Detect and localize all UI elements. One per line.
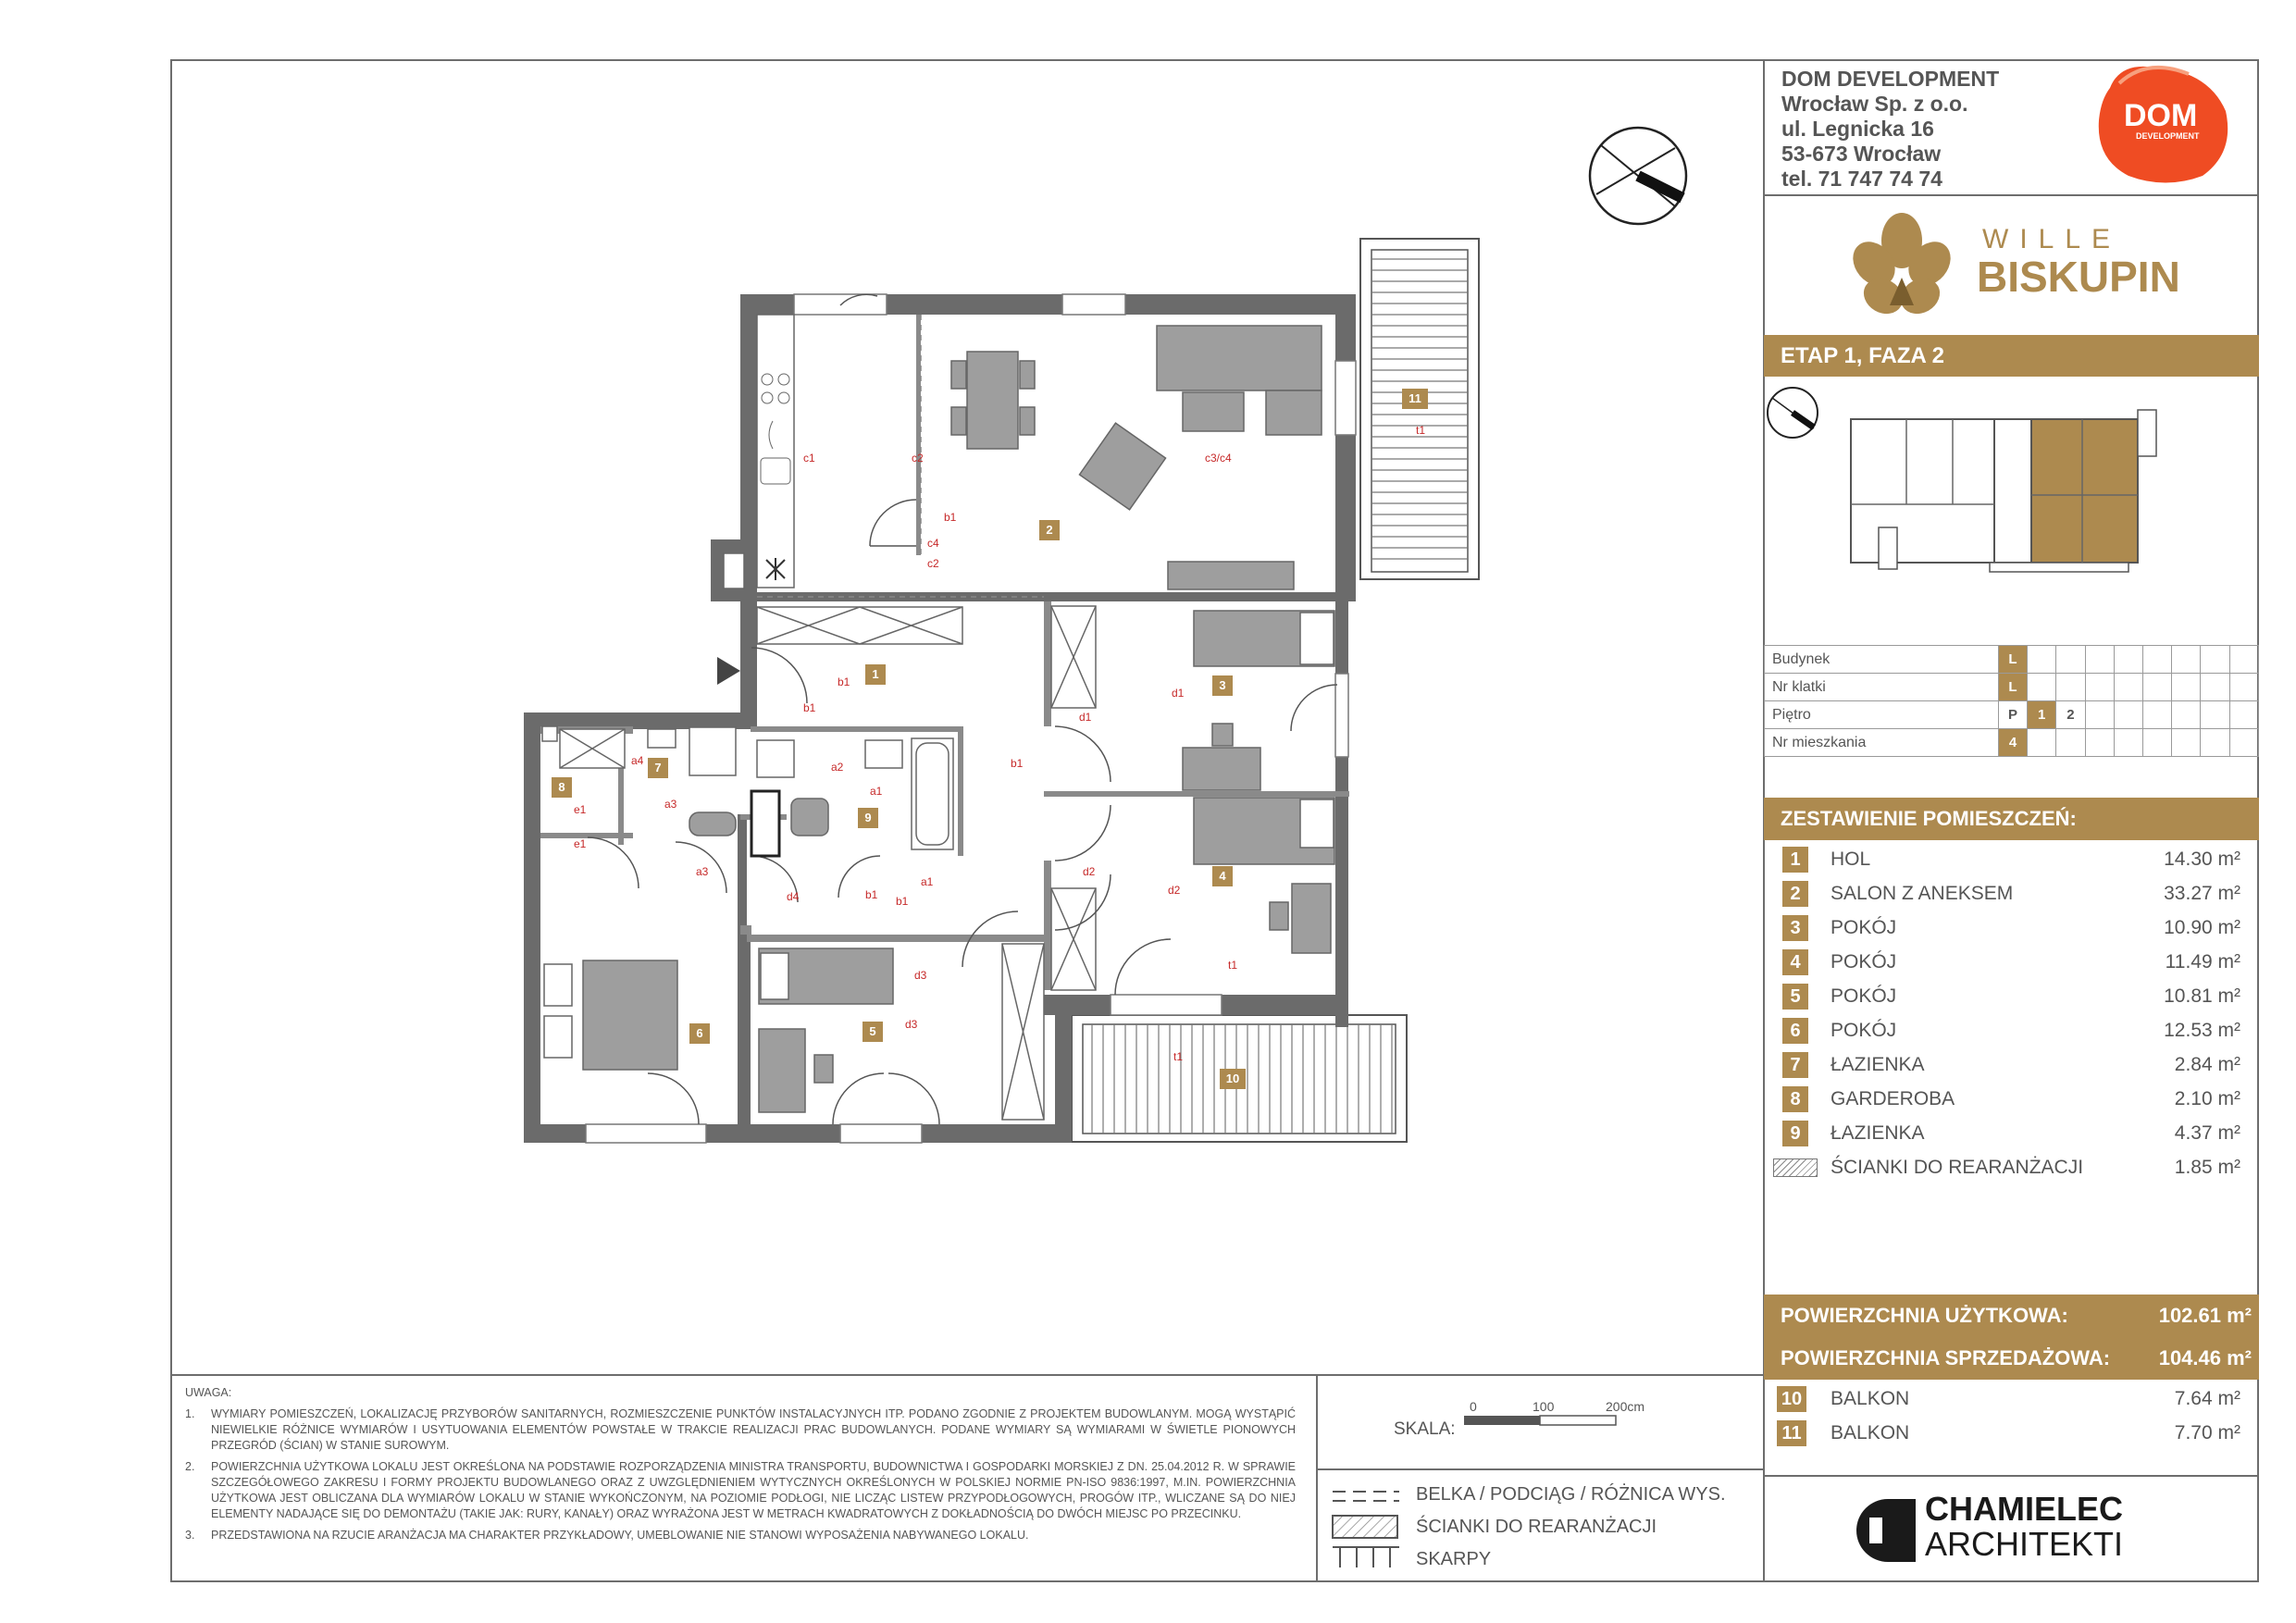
room-name: POKÓJ <box>1831 917 1897 938</box>
list-item <box>1764 1382 2259 1417</box>
list-item <box>1764 1083 2259 1117</box>
room-number: 4 <box>1782 949 1808 975</box>
room-area: 7.64 m² <box>2174 1388 2240 1409</box>
info-label: Budynek <box>1765 646 1999 674</box>
info-value: L <box>1998 674 2027 701</box>
total-usable-label: POWIERZCHNIA UŻYTKOWA: <box>1781 1304 2068 1327</box>
room-area: 33.27 m² <box>2164 883 2240 904</box>
room-name: POKÓJ <box>1831 985 1897 1007</box>
finish-code: a1 <box>921 875 934 888</box>
key-plan <box>1768 388 2156 572</box>
room-number: 3 <box>1782 915 1808 941</box>
finish-code: b1 <box>803 701 816 714</box>
room-label-6: 6 <box>689 1023 710 1044</box>
list-item <box>1764 911 2259 946</box>
room-label-7: 7 <box>648 758 668 778</box>
finish-code: b1 <box>1011 757 1024 770</box>
list-item <box>1764 980 2259 1014</box>
finish-code: c4 <box>927 537 939 550</box>
info-value: L <box>1998 646 2027 674</box>
room-label-2: 2 <box>1039 520 1060 540</box>
finish-code: d1 <box>1079 711 1092 724</box>
room-label-1: 1 <box>865 664 886 685</box>
list-item <box>1764 1417 2259 1451</box>
room-label-10: 10 <box>1220 1069 1246 1089</box>
legend-text: SKARPY <box>1416 1549 1492 1569</box>
room-label-5: 5 <box>863 1022 883 1042</box>
scale-tick-100: 100 <box>1533 1399 1555 1414</box>
note-item: 3. PRZEDSTAWIONA NA RZUCIE ARANŻACJA MA CHARAKTER PRZYKŁADOWY, UMEBLOWANIE NIE STANOWI WYPOSAŻENIA NABYWANEGO LOKALU. <box>185 1529 1029 1542</box>
room-list <box>1764 843 2259 1185</box>
room-name: ŁAZIENKA <box>1831 1054 1925 1075</box>
room-number: 10 <box>1777 1386 1806 1412</box>
list-item <box>1764 946 2259 980</box>
room-area: 12.53 m² <box>2164 1020 2240 1041</box>
logo-text-development: DEVELOPMENT <box>2136 131 2200 141</box>
info-value: 2 <box>2056 701 2085 729</box>
room-name: GARDEROBA <box>1831 1088 1955 1109</box>
company-address <box>1781 67 1999 192</box>
company-legal: Wrocław Sp. z o.o. <box>1781 92 1968 116</box>
room-area: 4.37 m² <box>2174 1122 2240 1144</box>
room-area: 10.90 m² <box>2164 917 2240 938</box>
notes <box>185 1385 1296 1549</box>
scale-tick-0: 0 <box>1470 1399 1477 1414</box>
scale-bar <box>1464 1416 1616 1425</box>
project-line1: WILLE <box>1982 224 2122 254</box>
room-number: 9 <box>1782 1121 1808 1146</box>
rooms-header: ZESTAWIENIE POMIESZCZEŃ: <box>1764 798 2259 840</box>
room-area: 11.49 m² <box>2165 951 2240 973</box>
balcony-11 <box>1360 239 1479 579</box>
info-label: Nr mieszkania <box>1765 729 1999 757</box>
company-name: DOM DEVELOPMENT <box>1781 67 2000 91</box>
room-name: SALON Z ANEKSEM <box>1831 883 2014 904</box>
total-usable-area <box>1764 1295 2259 1337</box>
finish-code: b1 <box>944 511 957 524</box>
finish-code: d1 <box>1172 687 1185 700</box>
room-label-9: 9 <box>858 808 878 828</box>
finish-code: d3 <box>905 1018 918 1031</box>
dashed-line-icon <box>1333 1492 1399 1501</box>
room-label-8: 8 <box>552 777 572 798</box>
finish-code: c1 <box>803 452 815 465</box>
total-sales-label: POWIERZCHNIA SPRZEDAŻOWA: <box>1781 1346 2111 1369</box>
finish-code: b1 <box>838 675 850 688</box>
skarpa-icon <box>1333 1547 1399 1567</box>
room-area: 14.30 m² <box>2164 849 2240 870</box>
total-usable-value: 102.61 m² <box>2158 1304 2252 1327</box>
finish-code: c2 <box>912 452 924 465</box>
legend-text: BELKA / PODCIĄG / RÓŻNICA WYS. <box>1416 1484 1726 1505</box>
finish-code: d3 <box>914 969 927 982</box>
finish-code: a3 <box>664 798 677 811</box>
architect-name <box>1925 1492 2123 1562</box>
info-label: Piętro <box>1765 701 1999 729</box>
scale-tick-200: 200cm <box>1606 1399 1645 1414</box>
room-number: 6 <box>1782 1018 1808 1044</box>
entrance-arrow-icon <box>717 657 740 685</box>
finish-code: a3 <box>696 865 709 878</box>
room-area: 7.70 m² <box>2174 1422 2240 1443</box>
room-name: POKÓJ <box>1831 951 1897 973</box>
info-table <box>1764 645 2259 757</box>
finish-code: c2 <box>927 557 939 570</box>
company-phone: tel. 71 747 74 74 <box>1781 167 1942 191</box>
list-item <box>1764 1117 2259 1151</box>
info-label: Nr klatki <box>1765 674 1999 701</box>
room-label-11: 11 <box>1402 389 1428 409</box>
room-number: 5 <box>1782 984 1808 1010</box>
note-item: 2. POWIERZCHNIA UŻYTKOWA LOKALU JEST OKREŚLONA NA PODSTAWIE ROZPORZĄDZENIA MINISTRA TRANSPORTU, BUDOWNICTWA I GOSPODARKI MORSKIEJ Z DN. 25.04.2012 R. W SPRAWIE SZCZEGÓŁOWEGO ZAKRESU I FORMY PROJEKTU BUDOWLANEGO ORAZ Z UWZGLĘDNIENIEM WYTYCZNYCH OKREŚLONYCH W POLSKIEJ NORMIE PN-ISO 9836:1997, M.IN. POWIERZCHNIA UŻYTKOWA JEST OBLICZANA DLA WYMIARÓW LOKALU W STANIE WYKOŃCZONYM, NA POZIOMIE PODŁOGI, NIE LICZĄC LISTEW PRZYPODŁOGOWYCH, PROGÓW ITP., WLICZANE SĄ DO NIEJ ELEMENTY NADAJĄCE SIĘ DO DEMONTAŻU (TAKIE JAK: RURY, KANAŁY) ORAZ WYRAŻONA JEST W METRACH KWADRATOWYCH Z DOKŁADNOŚCIĄ DO DWÓCH MIEJSC PO PRZECINKU. <box>185 1460 1296 1520</box>
finish-code: c3/c4 <box>1205 452 1232 465</box>
note-item: 1. WYMIARY POMIESZCZEŃ, LOKALIZACJĘ PRZYBORÓW SANITARNYCH, ROZMIESZCZENIE PUNKTÓW INSTALACYJNYCH ITP. PODANO ZGODNIE Z PROJEKTEM BUDOWLANYM. MOGĄ WYSTĄPIĆ NIEWIELKIE RÓŻNICE WYMIARÓW I USYTUOWANIA ELEMENTÓW POWSTAŁE W TRAKCIE REALIZACJI PRAC BUDOWLANYCH. PODANE WYMIARY SĄ WYMIARAMI W ŚWIETLE PIONOWYCH PRZEGRÓD (ŚCIAN) W STANIE SUROWYM. <box>185 1407 1296 1452</box>
room-name: ŁAZIENKA <box>1831 1122 1925 1144</box>
finish-code: a4 <box>631 754 644 767</box>
room-label-4: 4 <box>1212 866 1233 886</box>
room-name: BALKON <box>1831 1388 1910 1409</box>
wille-biskupin-logo <box>1844 213 1959 321</box>
rearr-name: ŚCIANKI DO REARANŻACJI <box>1831 1157 2084 1178</box>
room-name: BALKON <box>1831 1422 1910 1443</box>
room-area: 10.81 m² <box>2164 985 2240 1007</box>
finish-code: t1 <box>1228 959 1238 972</box>
info-value: 1 <box>2028 701 2056 729</box>
scale-label: SKALA: <box>1394 1419 1456 1439</box>
room-name: HOL <box>1831 849 1871 870</box>
info-value: P <box>1998 701 2027 729</box>
hatch-icon <box>1773 1158 1818 1177</box>
finish-code: t1 <box>1416 424 1426 437</box>
list-item <box>1764 877 2259 911</box>
logo-text-dom: DOM <box>2124 98 2198 133</box>
finish-code: d2 <box>1083 865 1096 878</box>
room-name: POKÓJ <box>1831 1020 1897 1041</box>
rearr-area: 1.85 m² <box>2174 1157 2240 1178</box>
legend-text: ŚCIANKI DO REARANŻACJI <box>1416 1517 1657 1537</box>
finish-code: e1 <box>574 837 587 850</box>
finish-code: a1 <box>870 785 883 798</box>
room-area: 2.84 m² <box>2174 1054 2240 1075</box>
room-area: 2.10 m² <box>2174 1088 2240 1109</box>
total-sales-area <box>1764 1337 2259 1380</box>
info-value: 4 <box>1998 729 2027 757</box>
room-number: 8 <box>1782 1086 1808 1112</box>
room-number: 11 <box>1777 1420 1806 1446</box>
list-item <box>1764 843 2259 877</box>
finish-code: t1 <box>1173 1050 1184 1063</box>
finish-code: e1 <box>574 803 587 816</box>
company-city: 53-673 Wrocław <box>1781 142 1942 166</box>
room-number: 1 <box>1782 847 1808 873</box>
finish-code: a2 <box>831 761 844 774</box>
finish-code: d2 <box>1168 884 1181 897</box>
architect-line1: CHAMIELEC <box>1925 1490 2123 1528</box>
list-item <box>1764 1151 2259 1185</box>
room-number: 2 <box>1782 881 1808 907</box>
room-number: 7 <box>1782 1052 1808 1078</box>
compass-icon <box>1590 128 1686 224</box>
balcony-list <box>1764 1382 2259 1451</box>
finish-code: d4 <box>787 890 800 903</box>
list-item <box>1764 1048 2259 1083</box>
notes-header: UWAGA: <box>185 1386 232 1399</box>
finish-code: b1 <box>865 888 878 901</box>
project-line2: BISKUPIN <box>1977 253 2180 301</box>
total-sales-value: 104.46 m² <box>2158 1346 2252 1369</box>
room-label-3: 3 <box>1212 675 1233 696</box>
hatch-icon <box>1333 1516 1397 1538</box>
chamielec-logo <box>1856 1499 1916 1562</box>
finish-code: b1 <box>896 895 909 908</box>
etap-header: ETAP 1, FAZA 2 <box>1764 335 2259 377</box>
list-item <box>1764 1014 2259 1048</box>
architect-line2: ARCHITEKTI <box>1925 1525 2124 1563</box>
company-street: ul. Legnicka 16 <box>1781 117 1934 141</box>
kitchen-counter <box>757 315 794 588</box>
